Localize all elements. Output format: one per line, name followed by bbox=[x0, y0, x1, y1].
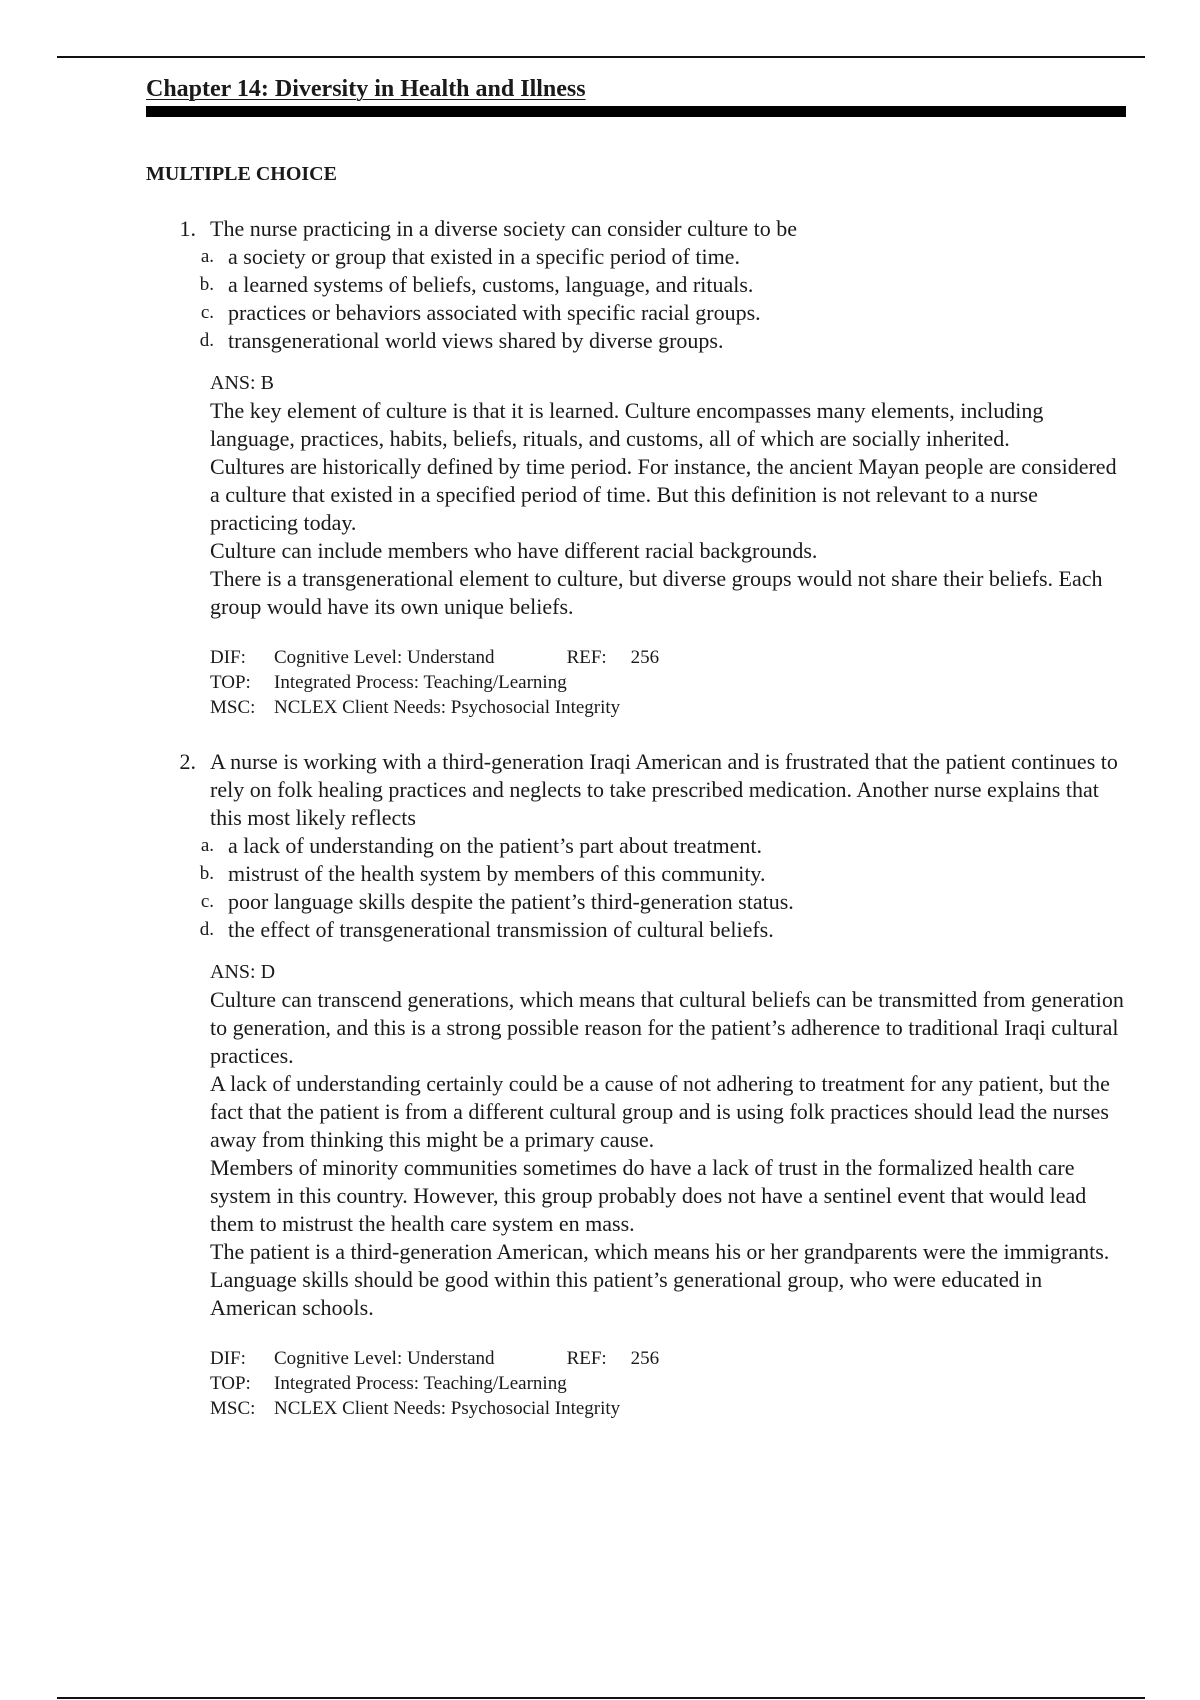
option-letter: b. bbox=[199, 863, 214, 884]
rationale-paragraph: Cultures are historically defined by time period. For instance, the ancient Mayan people are considered a culture that existed in a specified period of time. But this definition is not relevant to a nurse practicing today. bbox=[210, 454, 1117, 535]
question-number: 1. bbox=[179, 216, 196, 241]
option-text: practices or behaviors associated with specific racial groups. bbox=[228, 300, 761, 325]
msc-value: NCLEX Client Needs: Psychosocial Integrity bbox=[274, 697, 621, 718]
dif-label: DIF: bbox=[210, 1348, 246, 1369]
top-value: Integrated Process: Teaching/Learning bbox=[274, 1373, 567, 1394]
option-letter: d. bbox=[199, 330, 214, 351]
option-letter: a. bbox=[200, 246, 214, 267]
rationale-paragraph: The patient is a third-generation American, which means his or her grandparents were the immigrants. Language skills should be good within this patient’s generational group, who were educated in American schools. bbox=[210, 1239, 1110, 1320]
msc-value: NCLEX Client Needs: Psychosocial Integrity bbox=[274, 1398, 621, 1419]
chapter-title: Chapter 14: Diversity in Health and Illness bbox=[146, 76, 586, 102]
top-value: Integrated Process: Teaching/Learning bbox=[274, 672, 567, 693]
rationale-paragraph: The key element of culture is that it is learned. Culture encompasses many elements, including language, practices, habits, beliefs, rituals, and customs, all of which are socially inherited. bbox=[210, 398, 1044, 451]
option-letter: c. bbox=[200, 891, 214, 912]
question-2 bbox=[146, 748, 1126, 1421]
rationale-paragraph: A lack of understanding certainly could be a cause of not adhering to treatment for any patient, but the fact that the patient is from a different cultural group and is using folk practices should lead the nurses away from thinking this might be a primary cause. bbox=[210, 1071, 1110, 1152]
top-label: TOP: bbox=[210, 1373, 251, 1394]
option-c bbox=[146, 299, 1126, 327]
section-heading: MULTIPLE CHOICE bbox=[146, 163, 337, 185]
rationale-paragraph: Members of minority communities sometimes do have a lack of trust in the formalized health care system in this country. However, this group probably does not have a sentinel event that would lead them to mistrust the health care system en mass. bbox=[210, 1155, 1087, 1236]
ref-label: REF: bbox=[566, 647, 607, 668]
msc-label: MSC: bbox=[210, 1398, 256, 1419]
ref-label: REF: bbox=[566, 1348, 607, 1369]
option-text: a learned systems of beliefs, customs, language, and rituals. bbox=[228, 272, 754, 297]
question-stem: The nurse practicing in a diverse society can consider culture to be bbox=[210, 216, 798, 241]
answer-block bbox=[210, 369, 1126, 621]
answer-key: ANS: D bbox=[210, 961, 276, 983]
option-letter: c. bbox=[200, 302, 214, 323]
option-b bbox=[146, 860, 1126, 888]
option-a bbox=[146, 832, 1126, 860]
option-letter: b. bbox=[199, 274, 214, 295]
top-label: TOP: bbox=[210, 672, 251, 693]
rationale-paragraph: Culture can transcend generations, which means that cultural beliefs can be transmitted from generation to generation, and this is a strong possible reason for the patient’s adherence to traditional Iraqi cultural practices. bbox=[210, 987, 1124, 1068]
ref-value: 256 bbox=[630, 647, 660, 668]
msc-label: MSC: bbox=[210, 697, 256, 718]
answer-block bbox=[210, 958, 1126, 1322]
option-text: transgenerational world views shared by diverse groups. bbox=[228, 328, 724, 353]
question-stem: A nurse is working with a third-generation Iraqi American and is frustrated that the patient continues to rely on folk healing practices and neglects to take prescribed medication. Another nurse explains that this most likely reflects bbox=[210, 749, 1118, 830]
title-underline-bar bbox=[146, 106, 1126, 117]
ref-value: 256 bbox=[630, 1348, 660, 1369]
question-number: 2. bbox=[179, 749, 196, 774]
rationale-paragraph: Culture can include members who have different racial backgrounds. bbox=[210, 538, 818, 563]
option-text: a lack of understanding on the patient’s part about treatment. bbox=[228, 833, 762, 858]
option-text: mistrust of the health system by members of this community. bbox=[228, 861, 766, 886]
option-a bbox=[146, 243, 1126, 271]
option-text: poor language skills despite the patient’s third-generation status. bbox=[228, 889, 794, 914]
question-metadata bbox=[210, 1346, 1126, 1421]
rationale bbox=[210, 986, 1126, 1322]
option-b bbox=[146, 271, 1126, 299]
option-letter: a. bbox=[200, 835, 214, 856]
rationale-paragraph: There is a transgenerational element to culture, but diverse groups would not share their beliefs. Each group would have its own unique beliefs. bbox=[210, 566, 1103, 619]
question-1 bbox=[146, 215, 1126, 720]
option-d bbox=[146, 916, 1126, 944]
bottom-rule bbox=[57, 1697, 1145, 1699]
answer-options bbox=[146, 243, 1126, 355]
option-text: a society or group that existed in a specific period of time. bbox=[228, 244, 740, 269]
rationale bbox=[210, 397, 1126, 621]
question-metadata bbox=[210, 645, 1126, 720]
option-text: the effect of transgenerational transmission of cultural beliefs. bbox=[228, 917, 774, 942]
answer-key: ANS: B bbox=[210, 372, 274, 394]
dif-value: Cognitive Level: Understand bbox=[274, 1348, 495, 1369]
option-c bbox=[146, 888, 1126, 916]
dif-label: DIF: bbox=[210, 647, 246, 668]
answer-options bbox=[146, 832, 1126, 944]
option-letter: d. bbox=[199, 919, 214, 940]
dif-value: Cognitive Level: Understand bbox=[274, 647, 495, 668]
option-d bbox=[146, 327, 1126, 355]
top-rule bbox=[57, 56, 1145, 58]
document-page bbox=[146, 72, 1126, 1421]
